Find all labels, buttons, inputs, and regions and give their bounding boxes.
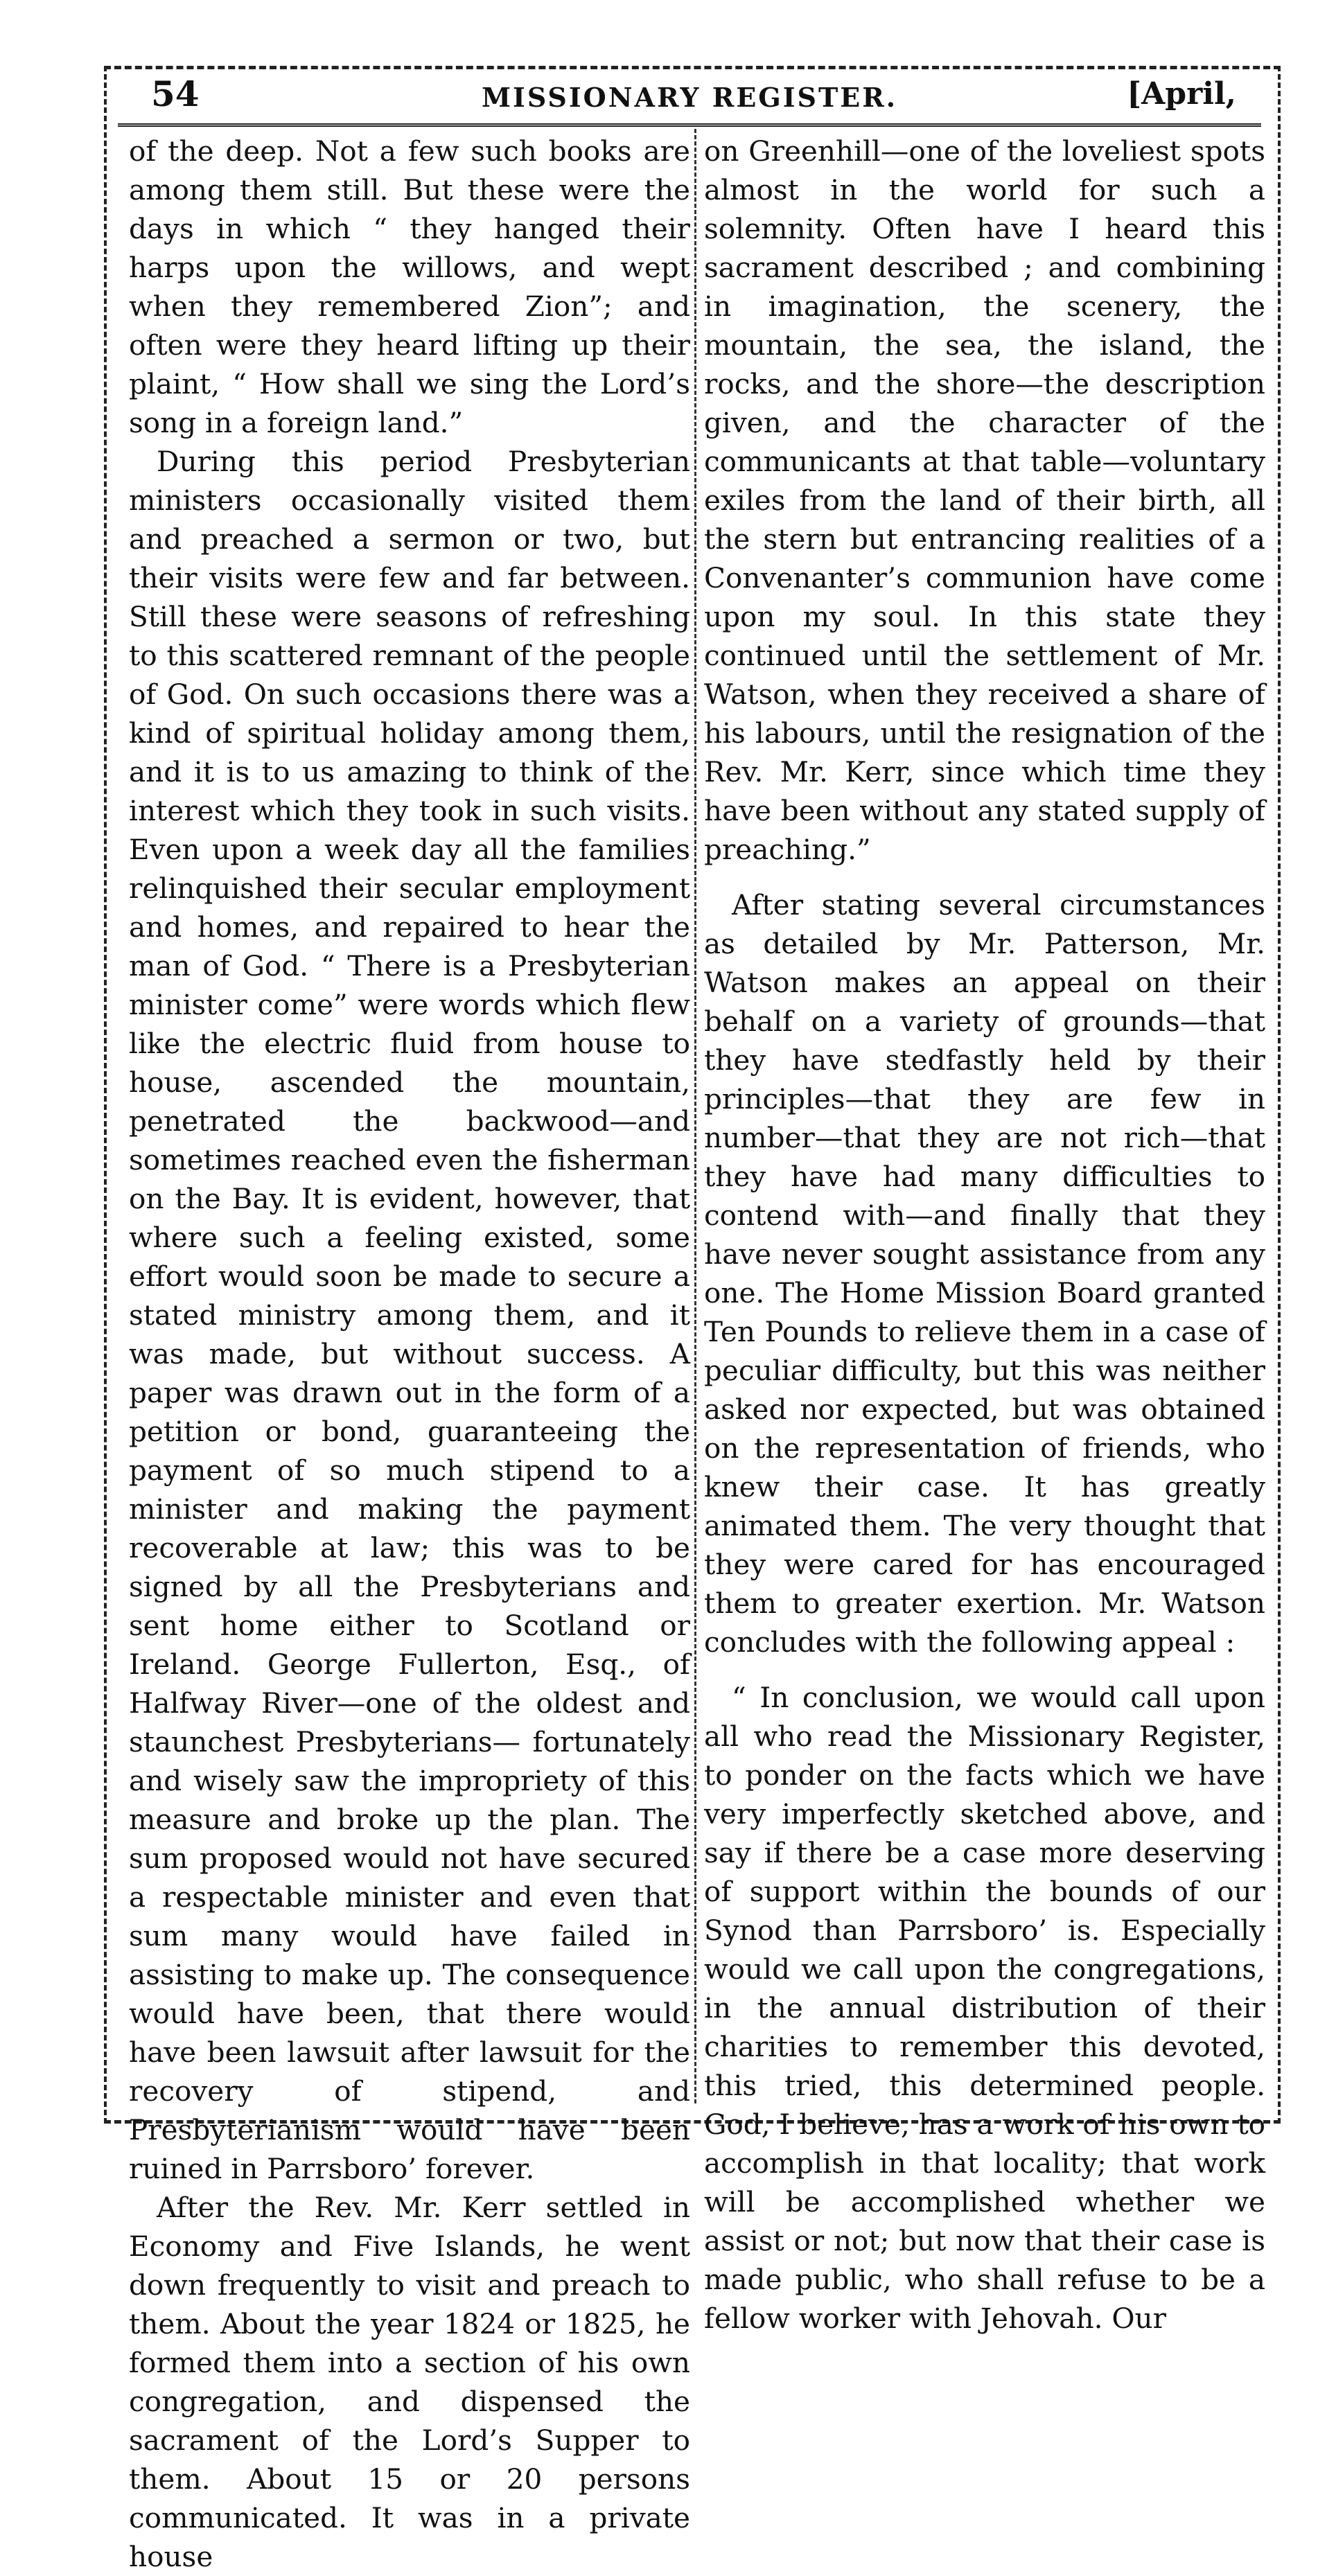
left-paragraph-3: After the Rev. Mr. Kerr settled in Economy and Five Islands, he went down frequently to visit and preach to them. About the year 1824 or 1825, he formed them into a section of his own congregation, and dispensed the sacrament of the Lord’s Supper to them. About 15 or 20 persons communicated. It was in a private house [129, 2191, 690, 2573]
right-paragraph-3: “ In conclusion, we would call upon all who read the Missionary Register, to ponder on the facts which we have very imperfectly sketched above, and say if there be a case more deserving of support within the bounds of our Synod than Parrsboro’ is. Especially would we call upon the congregations, in the annual distribution of their charities to remember this devoted, this tried, this determined people. God, I believe, has a work of his own to accomplish in that locality; that work will be accomplished whether we assist or not; but now that their case is made public, who shall refuse to be a fellow worker with Jehovah. Our [704, 1681, 1265, 2335]
left-paragraph-1: of the deep. Not a few such books are among them still. But these were the days in which “ they hanged their harps upon the willows, and wept when they remembered Zion”; and often were they heard lifting up their plaint, “ How shall we sing the Lord’s song in a foreign land.” [129, 134, 690, 439]
right-column [704, 132, 1265, 2335]
right-paragraph-1: on Greenhill—one of the loveliest spots almost in the world for such a solemnity. Often have I heard this sacrament described ; and combining in imagination, the scenery, the mountain, the sea, the island, the rocks, and the shore—the description given, and the character of the communicants at that table—voluntary exiles from the land of their birth, all the stern but entrancing realities of a Convenanter’s communion have come upon my soul. In this state they continued until the settlement of Mr. Watson, when they received a share of his labours, until the resignation of the Rev. Mr. Kerr, since which time they have been without any stated supply of preaching.” [704, 134, 1265, 866]
running-date: [April, [1127, 76, 1236, 112]
left-column [129, 132, 690, 2573]
right-paragraph-2: After stating several circumstances as detailed by Mr. Patterson, Mr. Watson makes an appeal on their behalf on a variety of grounds—that they have stedfastly held by their principles—that they are few in number—that they are not rich—that they have had many difficulties to contend with—and finally that they have never sought assistance from any one. The Home Mission Board granted Ten Pounds to relieve them in a case of peculiar difficulty, but this was neither asked nor expected, but was obtained on the representation of friends, who knew their case. It has greatly animated them. The very thought that they were cared for has encouraged them to greater exertion. Mr. Watson concludes with the following appeal : [704, 888, 1265, 1659]
column-divider [694, 129, 696, 2103]
page-number: 54 [151, 73, 200, 114]
left-paragraph-2: During this period Presbyterian ministers occasionally visited them and preached a sermon or two, but their visits were few and far between. Still these were seasons of refreshing to this scattered remnant of the people of God. On such occasions there was a kind of spiritual holiday among them, and it is to us amazing to think of the interest which they took in such visits. Even upon a week day all the families relinquished their secular employment and homes, and repaired to hear the man of God. “ There is a Presbyterian minister come” were words which flew like the electric fluid from house to house, ascended the mountain, penetrated the backwood—and sometimes reached even the fisherman on the Bay. It is evident, however, that where such a feeling existed, some effort would soon be made to secure a stated ministry among them, and it was made, but without success. A paper was drawn out in the form of a petition or bond, guaranteeing the payment of so much stipend to a minister and making the payment recoverable at law; this was to be signed by all the Presbyterians and sent home either to Scotland or Ireland. George Fullerton, Esq., of Halfway River—one of the oldest and staunchest Presbyterians— fortunately and wisely saw the impropriety of this measure and broke up the plan. The sum proposed would not have secured a respectable minister and even that sum many would have failed in assisting to make up. The consequence would have been, that there would have been lawsuit after lawsuit for the recovery of stipend, and Presbyterianism would have been ruined in Parrsboro’ forever. [129, 445, 690, 2185]
running-header [118, 72, 1261, 127]
running-title: MISSIONARY REGISTER. [481, 82, 897, 113]
